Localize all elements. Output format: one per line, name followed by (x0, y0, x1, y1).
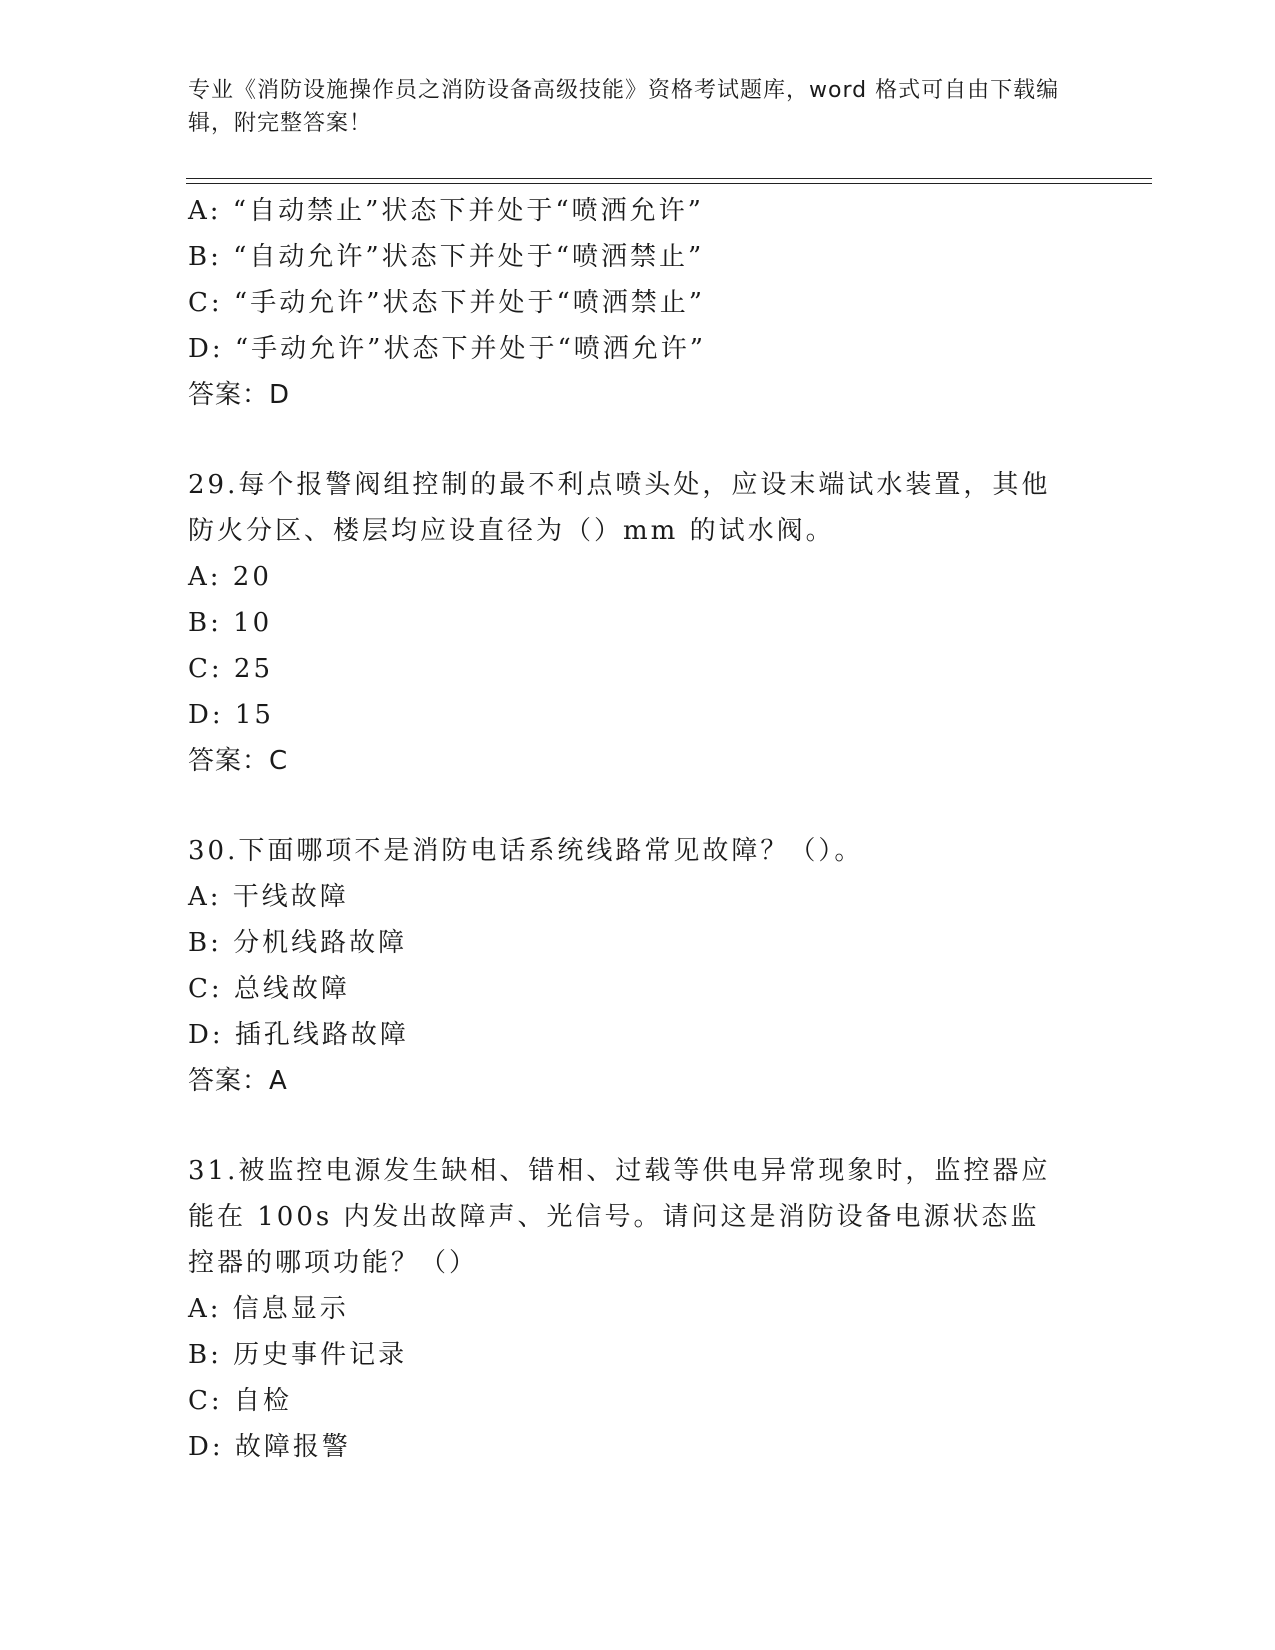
header-intro-text: 专业《消防设施操作员之消防设备高级技能》资格考试题库，word 格式可自由下载编辑，附完整答案！ (188, 78, 1060, 136)
document-header (188, 74, 1068, 140)
question-list (188, 188, 1068, 1470)
question-text: 29.每个报警阀组控制的最不利点喷头处，应设末端试水装置，其他防火分区、楼层均应设直径为（）mm 的试水阀。 (188, 470, 1051, 546)
question-text: 31.被监控电源发生缺相、错相、过载等供电异常现象时，监控器应能在 100s 内发出故障声、光信号。请问这是消防设备电源状态监控器的哪项功能？（） (188, 1156, 1051, 1278)
answer-label: 答案：D (188, 380, 291, 410)
answer-label: 答案：C (188, 746, 289, 776)
question-29 (188, 462, 1068, 784)
option-c: C: 总线故障 (188, 974, 350, 1004)
question-text: 30.下面哪项不是消防电话系统线路常见故障？（）。 (188, 836, 864, 866)
answer-label: 答案：A (188, 1066, 288, 1096)
header-divider-top (186, 178, 1152, 179)
option-a: A: 20 (188, 562, 272, 592)
option-a: A: “自动禁止”状态下并处于“喷洒允许” (188, 196, 704, 226)
question-31 (188, 1148, 1068, 1470)
header-divider-bottom (186, 183, 1152, 184)
option-c: C: “手动允许”状态下并处于“喷洒禁止” (188, 288, 706, 318)
option-d: D: “手动允许”状态下并处于“喷洒允许” (188, 334, 707, 364)
option-a: A: 信息显示 (188, 1294, 349, 1324)
question-30 (188, 828, 1068, 1104)
option-b: B: 分机线路故障 (188, 928, 408, 958)
option-d: D: 15 (188, 700, 274, 730)
option-b: B: 历史事件记录 (188, 1340, 408, 1370)
question-28 (188, 188, 1068, 418)
option-c: C: 25 (188, 654, 274, 684)
option-c: C: 自检 (188, 1386, 292, 1416)
option-a: A: 干线故障 (188, 882, 349, 912)
option-d: D: 故障报警 (188, 1432, 351, 1462)
option-b: B: “自动允许”状态下并处于“喷洒禁止” (188, 242, 705, 272)
option-d: D: 插孔线路故障 (188, 1020, 409, 1050)
option-b: B: 10 (188, 608, 273, 638)
